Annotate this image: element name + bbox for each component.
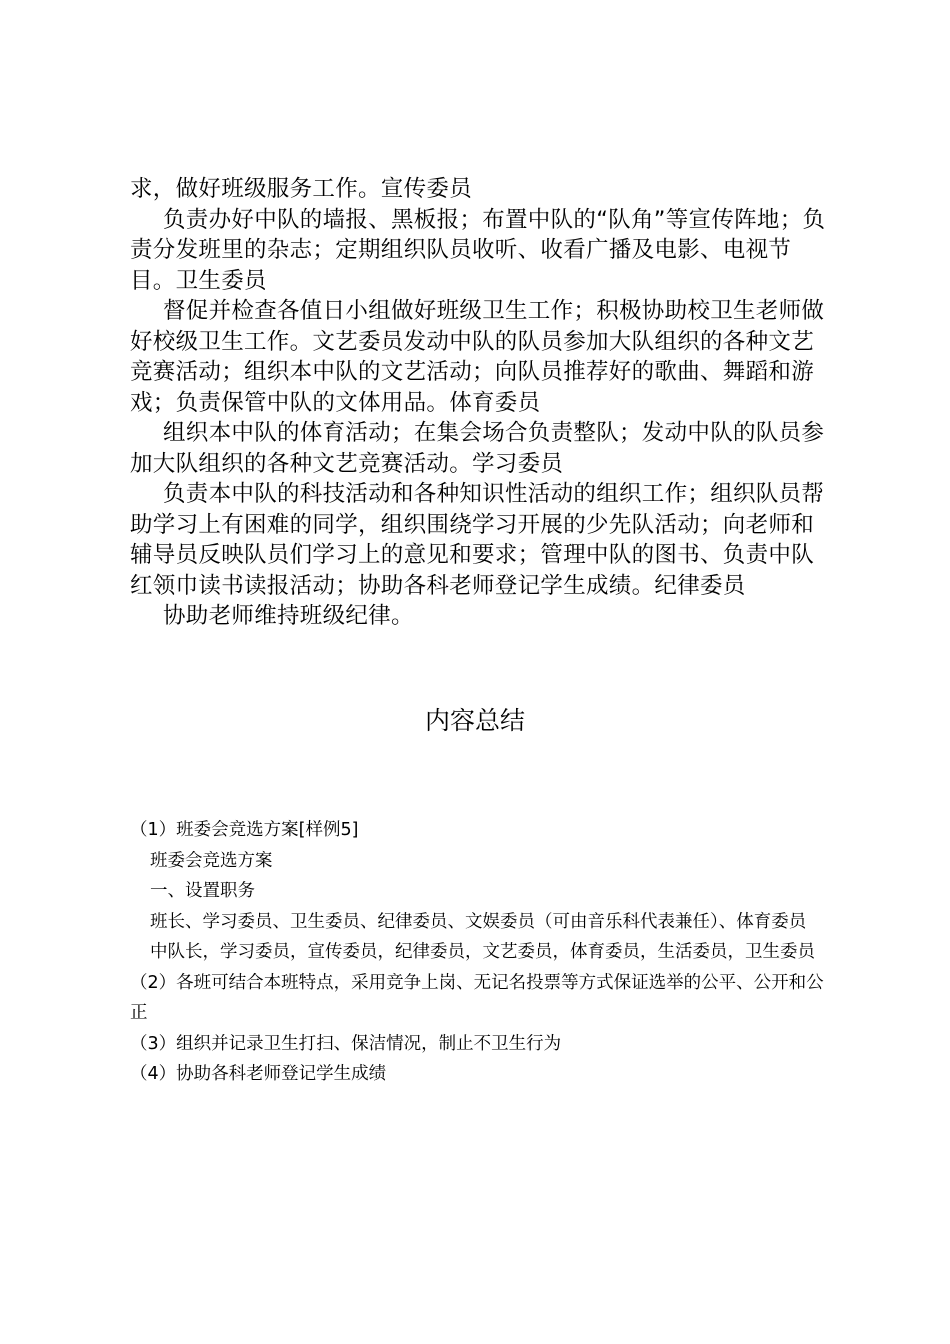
paragraph-3: 督促并检查各值日小组做好班级卫生工作；积极协助校卫生老师做好校级卫生工作。文艺委员发动中队的队员参加大队组织的各种文艺竞赛活动；组织本中队的文艺活动；向队员推荐好的歌曲、舞蹈和游戏；负责保管中队的文体用品。体育委员 (130, 298, 825, 416)
summary-line-5-text: 中队长，学习委员，宣传委员，纪律委员，文艺委员，体育委员，生活委员，卫生委员 (150, 942, 815, 962)
paragraph-6: 协助老师维持班级纪律。 (163, 603, 414, 629)
body-text (130, 174, 830, 632)
paragraph-5: 负责本中队的科技活动和各种知识性活动的组织工作；组织队员帮助学习上有困难的同学，组织围绕学习开展的少先队活动；向老师和辅导员反映队员们学习上的意见和要求；管理中队的图书、负责中队红领巾读书读报活动；协助各科老师登记学生成绩。纪律委员 (130, 481, 825, 599)
summary-line-5 (130, 937, 830, 968)
summary-list (130, 815, 830, 1090)
summary-line-4-text: 班长、学习委员、卫生委员、纪律委员、文娱委员（可由音乐科代表兼任）、体育委员 (150, 911, 807, 932)
summary-line-2: 班委会竞选方案 (150, 850, 273, 871)
summary-line-3: 一、设置职务 (150, 881, 255, 901)
summary-line-4 (130, 907, 830, 938)
paragraph-4: 组织本中队的体育活动；在集会场合负责整队；发动中队的队员参加大队组织的各种文艺竞赛活动。学习委员 (130, 420, 825, 477)
summary-line-8: （4）协助各科老师登记学生成绩 (130, 1064, 387, 1084)
paragraph-1: 求，做好班级服务工作。宣传委员 (130, 176, 473, 202)
summary-title: 内容总结 (424, 706, 525, 735)
summary-line-1: （1）班委会竞选方案[样例5] (130, 820, 359, 840)
summary-line-6: （2）各班可结合本班特点，采用竞争上岗、无记名投票等方式保证选举的公平、公开和公正 (130, 972, 824, 1023)
paragraph-2: 负责办好中队的墙报、黑板报；布置中队的“队角”等宣传阵地；负责分发班里的杂志；定期组织队员收听、收看广播及电影、电视节目。卫生委员 (130, 206, 826, 294)
summary-line-7: （3）组织并记录卫生打扫、保洁情况，制止不卫生行为 (130, 1033, 562, 1054)
